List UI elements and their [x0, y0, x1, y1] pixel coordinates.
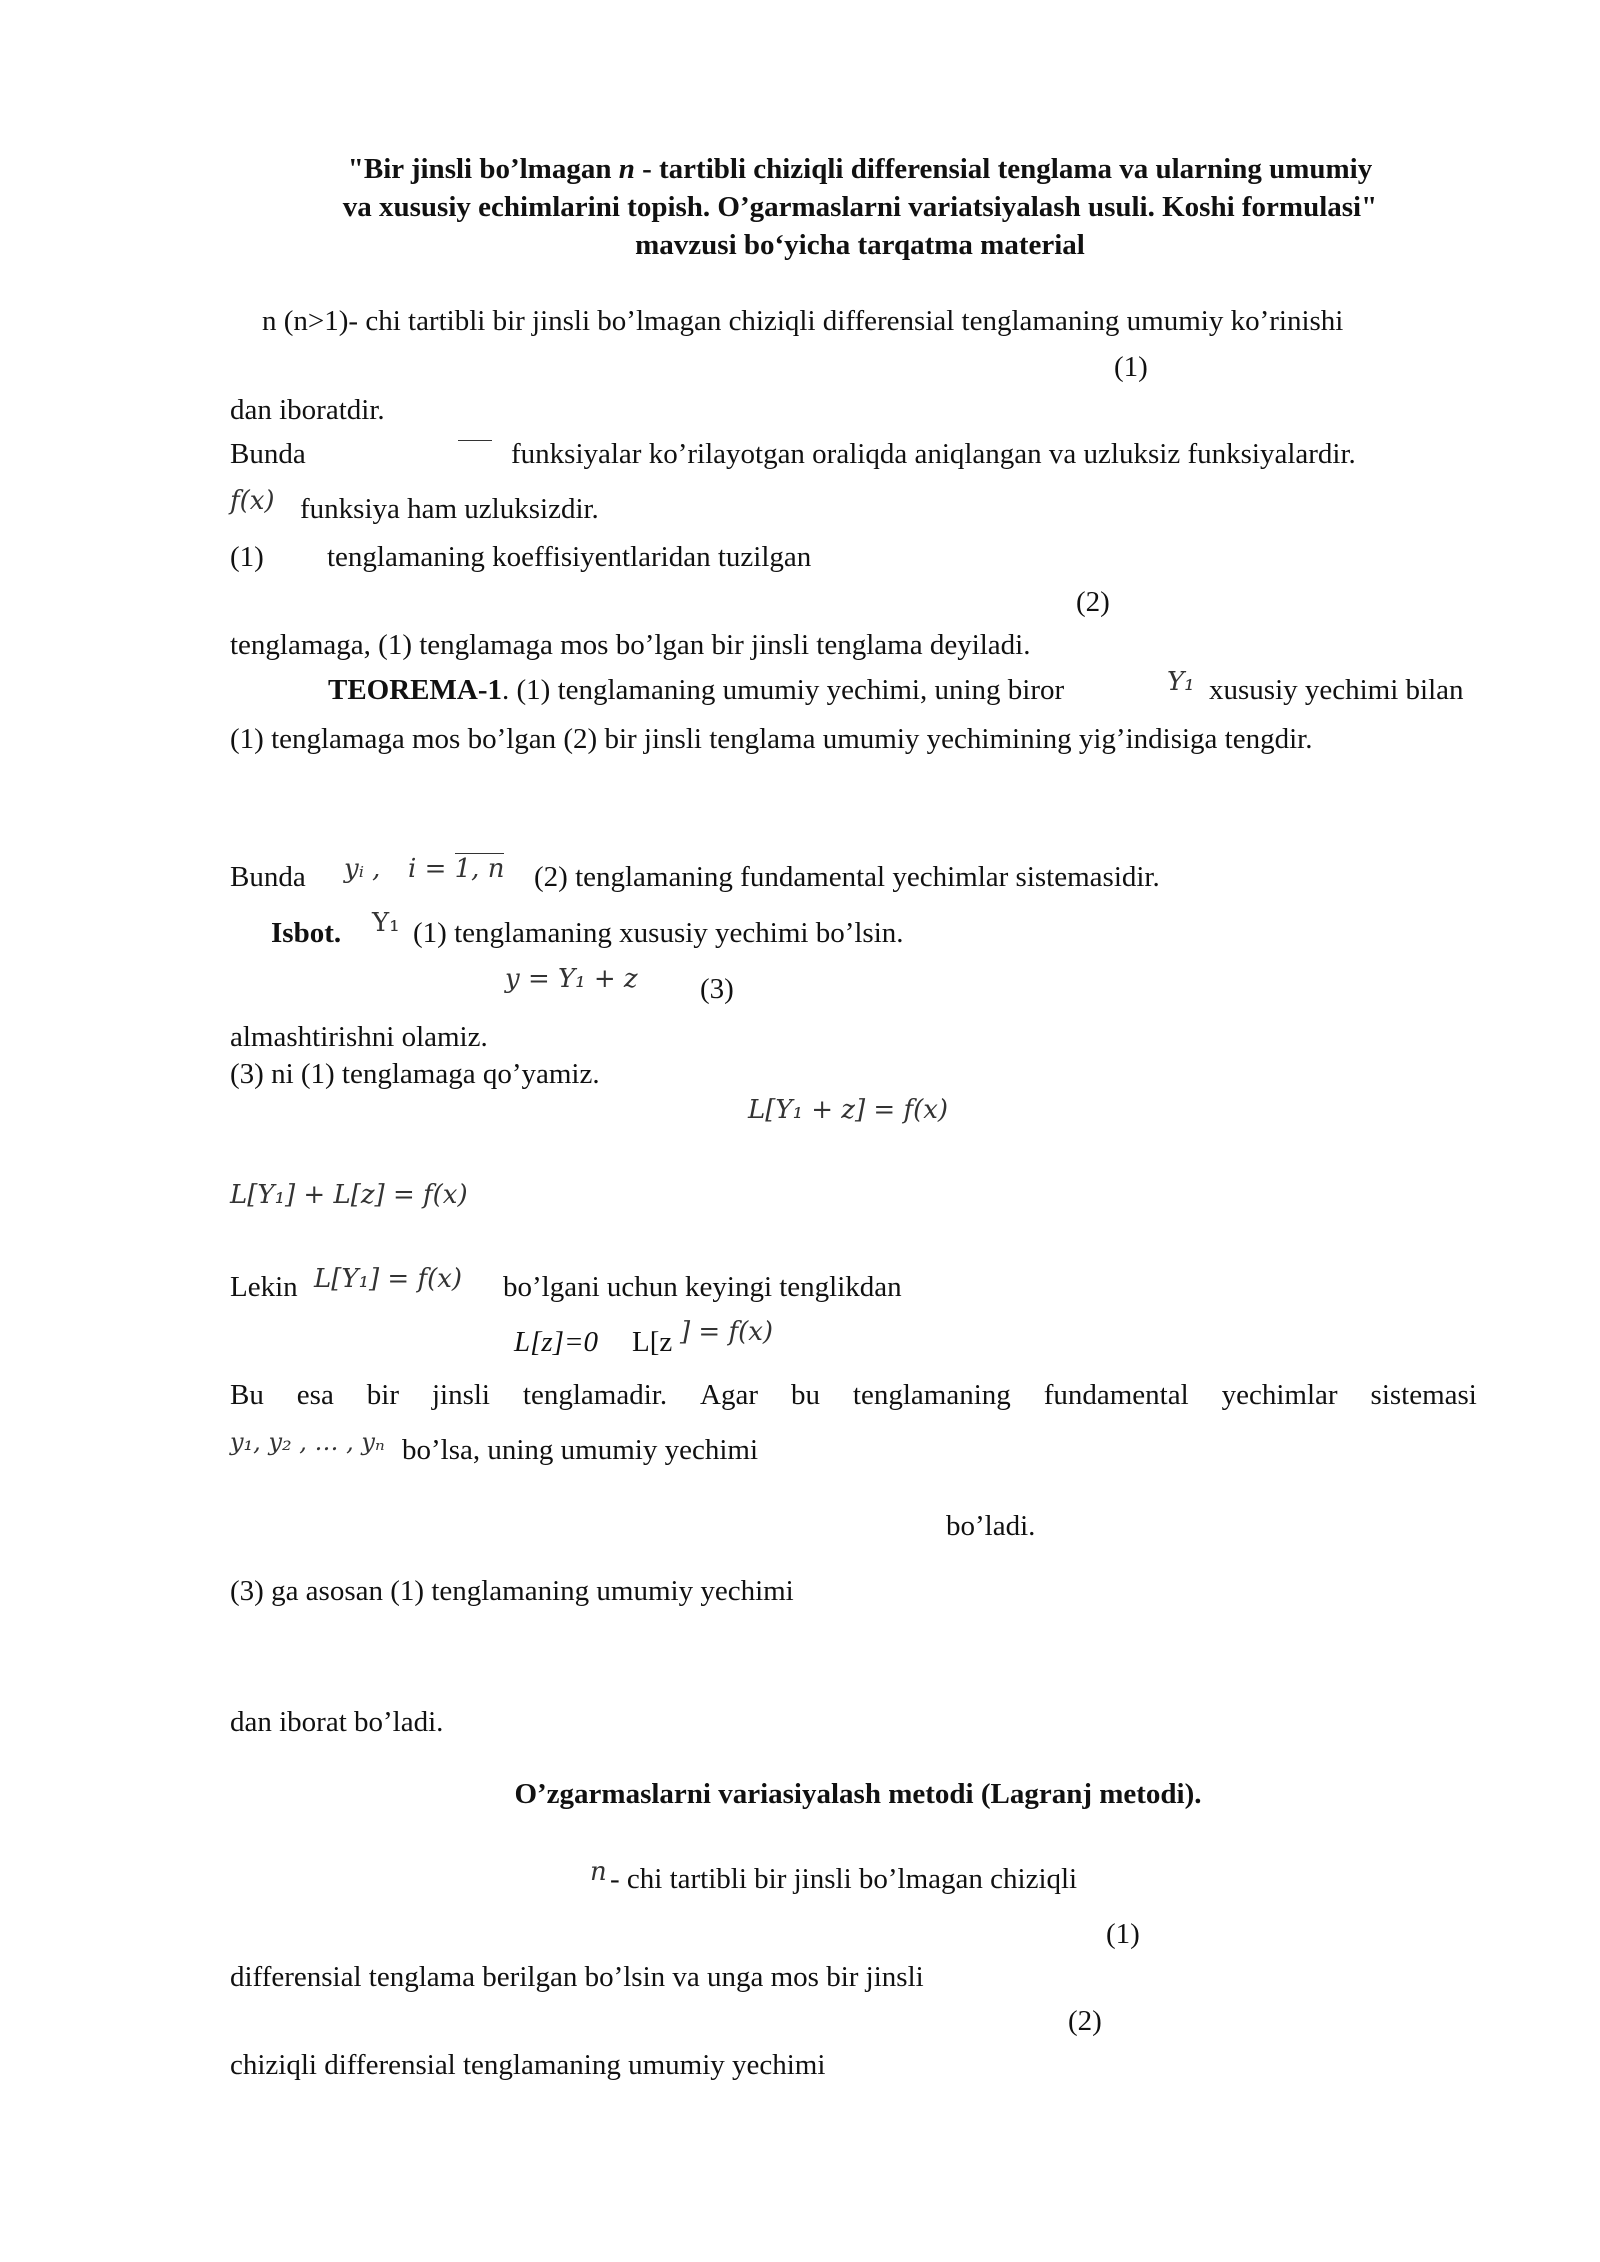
lz-rhs: ] = f(x)	[680, 1317, 774, 1347]
intro-line-5: tenglamaning koeffisiyentlaridan tuzilgan	[327, 541, 812, 573]
ys-rest: bo’lsa, uning umumiy yechimi	[402, 1434, 759, 1466]
theorem-line-1-end: xususiy yechimi bilan	[1209, 674, 1464, 706]
title-line-3: mavzusi bo‘yicha tarqatma material	[635, 229, 1085, 261]
bu-esa-line: Bu esa bir jinsli tenglamadir. Agar bu tenglamaning fundamental yechimlar sistemasi	[230, 1379, 1477, 1411]
lagrange-equation-number-1: (1)	[1106, 1918, 1140, 1950]
lagrange-equation-number-2: (2)	[1068, 2005, 1102, 2037]
equation-number-2: (2)	[1076, 586, 1110, 618]
equation-L3: L[Y₁] = f(x)	[314, 1264, 463, 1294]
lz-equals-zero: L[z]=0	[514, 1326, 599, 1358]
intro-line-4: funksiya ham uzluksizdir.	[300, 493, 599, 525]
proof-end-line: dan iborat bo’ladi.	[230, 1706, 444, 1738]
lekin-word: Lekin	[230, 1271, 298, 1303]
lekin-rest: bo’lgani uchun keyingi tenglikdan	[503, 1271, 902, 1303]
Y1-symbol: Y₁	[1167, 667, 1195, 697]
fundamental-system-symbols: y₁, y₂ , … , yₙ	[230, 1428, 385, 1456]
Y1-symbol-proof: Y₁	[372, 908, 400, 938]
overline-mark	[458, 440, 492, 441]
intro-line-3: funksiyalar ko’rilayotgan oraliqda aniqlangan va uzluksiz funksiyalardir.	[511, 438, 1356, 470]
proof-general-line: (3) ga asosan (1) tenglamaning umumiy yechimi	[230, 1575, 794, 1607]
bunda-2-text: (2) tenglamaning fundamental yechimlar sistemasidir.	[534, 861, 1160, 893]
equation-number-3: (3)	[700, 973, 734, 1005]
equation-L1: L[Y₁ + z] = f(x)	[748, 1095, 949, 1125]
lagrange-line-3: chiziqli differensial tenglamaning umumiy yechimi	[230, 2049, 826, 2081]
boladi: bo’ladi.	[946, 1510, 1036, 1542]
i-range: i = 1, n	[408, 854, 505, 884]
title-line-2: va xususiy echimlarini topish. O’garmaslarni variatsiyalash usuli. Koshi formulasi"	[342, 191, 1378, 223]
theorem-line-2: (1) tenglamaga mos bo’lgan (2) bir jinsli tenglama umumiy yechimining yig’indisiga tengdir.	[230, 723, 1313, 755]
bunda-2: Bunda	[230, 861, 306, 893]
n-symbol: n	[590, 1857, 607, 1887]
lagrange-heading: O’zgarmaslarni variasiyalash metodi (Lagranj metodi).	[514, 1778, 1202, 1810]
yi-symbol: yᵢ ,	[344, 854, 381, 884]
intro-bunda: Bunda	[230, 438, 306, 470]
fx-symbol: f(x)	[230, 486, 275, 516]
equation-number-1: (1)	[1114, 351, 1148, 383]
intro-line-1: n (n>1)- chi tartibli bir jinsli bo’lmagan chiziqli differensial tenglamaning umumiy ko’rinishi	[262, 305, 1344, 337]
proof-line-1: (1) tenglamaning xususiy yechimi bo’lsin.	[413, 917, 904, 949]
theorem-line-1: TEOREMA-1. (1) tenglamaning umumiy yechimi, uning biror	[328, 674, 1065, 706]
lz-bracket: L[z	[632, 1326, 673, 1358]
intro-line-5-number: (1)	[230, 541, 264, 573]
intro-line-6: tenglamaga, (1) tenglamaga mos bo’lgan bir jinsli tenglama deyiladi.	[230, 629, 1031, 661]
proof-label: Isbot.	[271, 917, 342, 949]
proof-line-2: almashtirishni olamiz.	[230, 1021, 488, 1053]
equation-L2: L[Y₁] + L[z] = f(x)	[230, 1180, 468, 1210]
equation-3: y = Y₁ + z	[505, 964, 638, 994]
lagrange-line-1: - chi tartibli bir jinsli bo’lmagan chiziqli	[610, 1863, 1078, 1895]
lagrange-line-2: differensial tenglama berilgan bo’lsin va unga mos bir jinsli	[230, 1961, 924, 1993]
intro-line-2: dan iboratdir.	[230, 394, 385, 426]
title-line-1: "Bir jinsli bo’lmagan n - tartibli chiziqli differensial tenglama va ularning umumiy	[347, 153, 1373, 185]
proof-line-3: (3) ni (1) tenglamaga qo’yamiz.	[230, 1058, 600, 1090]
